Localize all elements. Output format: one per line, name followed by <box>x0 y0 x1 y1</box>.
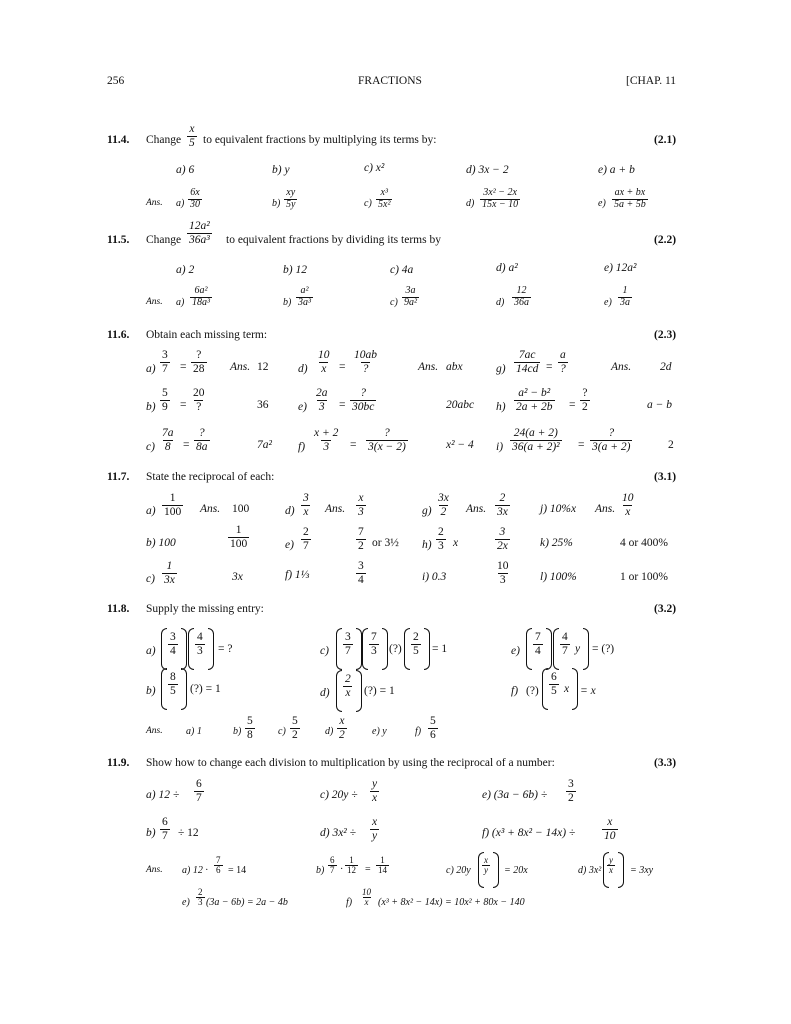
equals: = <box>339 399 346 411</box>
problem-number: 11.7. <box>107 471 130 483</box>
label-h: h) <box>496 401 506 413</box>
fraction: 6 7 <box>162 816 168 842</box>
label-e: e) <box>298 401 307 413</box>
equals: = <box>180 361 187 373</box>
left-paren <box>542 668 548 710</box>
fraction: ? 28 <box>193 349 205 375</box>
problem-text: Change <box>146 134 182 146</box>
question-a: a) 2 <box>176 264 195 276</box>
fraction: 7 4 <box>535 631 541 657</box>
answer-d: x 2 <box>339 715 345 741</box>
fraction: 2 7 <box>303 526 309 552</box>
label-d: d) <box>285 505 295 517</box>
answer-f-result: (x³ + 8x² − 14x) = 10x² + 80x − 140 <box>378 897 525 908</box>
label-e: e) <box>285 539 294 551</box>
left-paren <box>553 628 559 670</box>
missing-entry: (?) <box>526 685 539 697</box>
problem-text: to equivalent fractions by multiplying its terms by: <box>203 134 437 146</box>
answer-c: c) 20y <box>446 865 471 876</box>
variable-x: x <box>453 537 459 549</box>
dot: · <box>340 864 344 875</box>
right-paren <box>181 628 187 670</box>
label-g: g) <box>422 505 432 517</box>
answer-e: 20abc <box>446 399 475 411</box>
section-reference: (3.3) <box>654 757 677 769</box>
label-d: d) <box>298 363 308 375</box>
answer-fraction-c: 3a 9a² <box>404 285 417 308</box>
answer-b-fraction: 1 12 <box>347 855 356 876</box>
question-k: k) 25% <box>540 537 573 549</box>
answer-label: Ans. <box>146 865 163 875</box>
fraction: 24(a + 2) 36(a + 2)² <box>512 427 560 453</box>
answer-b-fraction: 1 100 <box>230 524 248 550</box>
answer-fraction-e: ax + bx 5a + 5b <box>614 187 646 210</box>
answer-i: 2 <box>668 439 674 451</box>
label-c: c) <box>320 645 329 657</box>
problem-text: State the reciprocal of each: <box>146 471 275 483</box>
answer-fraction-d: 3x² − 2x 15x − 10 <box>482 187 519 210</box>
fraction: 10 x <box>318 349 330 375</box>
answer-label: Ans. <box>595 503 616 515</box>
label-d: d) <box>320 687 330 699</box>
answer-b-fraction: 6 7 <box>330 855 335 876</box>
fraction: 7ac 14cd <box>516 349 539 375</box>
answer-a: 12 <box>257 361 269 373</box>
problem-text: to equivalent fractions by dividing its terms by <box>226 234 441 246</box>
problem-number: 11.9. <box>107 757 130 769</box>
label-f: f) <box>298 441 306 453</box>
answer-e-mixed: or 3½ <box>372 537 399 549</box>
problem-text: Obtain each missing term: <box>146 329 268 341</box>
fraction: 2 5 <box>413 631 419 657</box>
question-f: f) 1⅓ <box>285 569 310 581</box>
fraction: 5 9 <box>162 387 168 413</box>
section-reference: (2.1) <box>654 134 677 146</box>
label-h: h) <box>422 539 432 551</box>
answer-fraction-a: 6a² 18a³ <box>192 285 210 308</box>
fraction: 7 3 <box>371 631 377 657</box>
division-rest: ÷ 12 <box>178 827 199 839</box>
answer-fraction-d: 12 36a <box>514 285 529 308</box>
equals: = <box>365 864 371 875</box>
answer-label: Ans. <box>418 361 439 373</box>
fraction: ? 3(a + 2) <box>592 427 631 453</box>
answer-d: d) 3x² <box>578 865 602 876</box>
answer-label-b: b) <box>283 297 292 308</box>
question-e: e) (3a − 6b) ÷ <box>482 789 548 801</box>
label-a: a) <box>146 363 156 375</box>
fraction: 2 3 <box>438 526 444 552</box>
answer-i: 10 3 <box>497 560 509 586</box>
answer-k: 4 or 400% <box>620 537 668 549</box>
fraction: ? 2 <box>582 387 588 413</box>
variable-x: x <box>564 683 570 695</box>
answer-label: Ans. <box>230 361 251 373</box>
problem-text: Show how to change each division to multiplication by using the reciprocal of a number: <box>146 757 555 769</box>
label-b: b) <box>146 401 156 413</box>
answer-e: e) y <box>372 726 387 737</box>
left-paren <box>362 628 368 670</box>
answer-label: Ans. <box>611 361 632 373</box>
left-paren <box>161 628 167 670</box>
left-paren <box>526 628 532 670</box>
fraction: 12a² 36a³ <box>189 220 210 246</box>
answer-b: 36 <box>257 399 269 411</box>
answer-g: 2 3x <box>497 492 508 518</box>
fraction: 1 3x <box>164 560 175 586</box>
answer-c: 3x <box>232 571 243 583</box>
fraction: 6 7 <box>196 778 202 804</box>
fraction: 3 x <box>303 492 309 518</box>
answer-e: 7 2 <box>358 526 364 552</box>
answer-label-d: d) <box>466 198 475 209</box>
answer-fraction-e: 1 3a <box>620 285 630 308</box>
section-reference: (3.2) <box>654 603 677 615</box>
question-b: b) y <box>272 164 290 176</box>
label-a: a) <box>146 505 156 517</box>
equation-rest: = 1 <box>432 643 448 655</box>
fraction: 7a 8 <box>162 427 174 453</box>
answer-j: 10 x <box>622 492 634 518</box>
question-a: a) 6 <box>176 164 195 176</box>
answer-f-label: f) <box>415 726 422 737</box>
equation-rest: (?) = 1 <box>190 683 221 695</box>
answer-label: Ans. <box>146 198 163 208</box>
answer-b-label: b) <box>316 865 325 876</box>
fraction: 1 100 <box>164 492 182 518</box>
equation-rest: = (?) <box>592 643 615 655</box>
fraction: x 10 <box>604 816 616 842</box>
equals: = <box>183 439 190 451</box>
chapter-label: [CHAP. 11 <box>626 75 677 87</box>
left-paren <box>404 628 410 670</box>
left-paren <box>336 628 342 670</box>
answer-d: abx <box>446 361 463 373</box>
left-paren <box>161 668 167 710</box>
question-b: b) 12 <box>283 264 307 276</box>
problem-number: 11.6. <box>107 329 130 341</box>
right-paren <box>493 852 499 888</box>
answer-a: 100 <box>232 503 250 515</box>
fraction: 10ab ? <box>354 349 377 375</box>
page-number: 256 <box>107 75 125 87</box>
answer-e-label: e) <box>182 897 190 908</box>
answer-e-result: (3a − 6b) = 2a − 4b <box>206 897 288 908</box>
answer-label: Ans. <box>200 503 221 515</box>
fraction: 2 x <box>345 673 351 699</box>
question-i: i) 0.3 <box>422 571 447 583</box>
fraction: 3 4 <box>170 631 176 657</box>
right-paren <box>424 628 430 670</box>
right-paren <box>618 852 624 888</box>
problem-number: 11.4. <box>107 134 130 146</box>
question-f: f) (x³ + 8x² − 14x) ÷ <box>482 827 576 839</box>
answer-fraction-b: a² 3a³ <box>298 285 311 308</box>
answer-fraction-c: x³ 5x² <box>378 187 391 210</box>
answer-label-c: c) <box>390 297 398 308</box>
right-paren <box>356 670 362 712</box>
answer-a: a) 1 <box>186 726 202 737</box>
fraction: 6 5 <box>551 671 557 697</box>
answer-a-fraction: 7 6 <box>216 855 221 876</box>
label-a: a) <box>146 645 156 657</box>
answer-d-result: = 3xy <box>630 865 654 876</box>
fraction: 20 ? <box>193 387 205 413</box>
question-c: c) x² <box>364 162 385 174</box>
question-d: d) a² <box>496 262 518 274</box>
left-paren <box>336 670 342 712</box>
label-e: e) <box>511 645 520 657</box>
question-a: a) 12 ÷ <box>146 789 180 801</box>
question-c: c) 20y ÷ <box>320 789 358 801</box>
answer-d-fraction: y x <box>609 855 613 876</box>
answer-c-fraction: x y <box>484 855 488 876</box>
answer-c-result: = 20x <box>504 865 528 876</box>
fraction: 2a 3 <box>316 387 328 413</box>
answer-c-label: c) <box>278 726 286 737</box>
answer-g: 2d <box>660 361 672 373</box>
answer-c: 5 2 <box>292 715 298 741</box>
fraction: 8 5 <box>170 671 176 697</box>
answer-f-fraction: 10 x <box>362 887 371 908</box>
answer-a-result: = 14 <box>228 865 247 876</box>
answer-label-a: a) <box>176 297 185 308</box>
fraction: 3 2 <box>568 778 574 804</box>
problem-number: 11.8. <box>107 603 130 615</box>
fraction: ? 3(x − 2) <box>368 427 406 453</box>
fraction: 3 7 <box>345 631 351 657</box>
answer-fraction-a: 6x 30 <box>190 187 200 210</box>
label-f: f) <box>511 685 519 697</box>
question-b: b) 100 <box>146 537 176 549</box>
answer-label: Ans. <box>466 503 487 515</box>
answer-b: 5 8 <box>247 715 253 741</box>
fraction: 3x 2 <box>438 492 449 518</box>
question-l: l) 100% <box>540 571 577 583</box>
answer-b-fraction: 1 14 <box>378 855 387 876</box>
question-e: e) a + b <box>598 164 635 176</box>
answer-label: Ans. <box>325 503 346 515</box>
fraction: x 5 <box>189 123 195 149</box>
missing-entry: (?) <box>389 643 402 655</box>
section-reference: (3.1) <box>654 471 677 483</box>
answer-label-c: c) <box>364 198 372 209</box>
fraction: ? 8a <box>196 427 208 453</box>
answer-h: a − b <box>647 399 673 411</box>
answer-label-d: d) <box>496 297 505 308</box>
answer-f: 5 6 <box>430 715 436 741</box>
answer-l: 1 or 100% <box>620 571 668 583</box>
right-paren <box>181 668 187 710</box>
question-c: c) 4a <box>390 264 414 276</box>
answer-f: 3 4 <box>358 560 364 586</box>
label-c: c) <box>146 441 155 453</box>
fraction: a² − b² 2a + 2b <box>516 387 553 413</box>
right-paren <box>572 668 578 710</box>
fraction: 4 7 <box>562 631 568 657</box>
answer-h: 3 2x <box>497 526 508 552</box>
answer-d-label: d) <box>325 726 334 737</box>
answer-label-a: a) <box>176 198 185 209</box>
problem-text: Change <box>146 234 182 246</box>
answer-label: Ans. <box>146 726 163 736</box>
fraction: x y <box>372 816 378 842</box>
answer-d: x 3 <box>358 492 364 518</box>
equals: = <box>350 439 357 451</box>
answer-label: Ans. <box>146 297 163 307</box>
answer-a: a) 12 · <box>182 865 208 876</box>
section-reference: (2.3) <box>654 329 677 341</box>
equation-rest: = ? <box>218 643 233 655</box>
question-e: e) 12a² <box>604 262 637 274</box>
answer-f: x² − 4 <box>446 439 474 451</box>
label-b: b) <box>146 827 156 839</box>
fraction: 3 7 <box>162 349 168 375</box>
question-j: j) 10%x <box>540 503 577 515</box>
fraction: x + 2 3 <box>314 427 339 453</box>
equals: = <box>569 399 576 411</box>
question-d: d) 3x² ÷ <box>320 827 356 839</box>
equals: = <box>339 361 346 373</box>
answer-e-fraction: 2 3 <box>198 887 203 908</box>
right-paren <box>382 628 388 670</box>
equation-rest: (?) = 1 <box>364 685 395 697</box>
answer-b-label: b) <box>233 726 242 737</box>
answer-label-e: e) <box>598 198 606 209</box>
label-b: b) <box>146 685 156 697</box>
answer-c: 7a² <box>257 439 272 451</box>
fraction: a ? <box>560 349 566 375</box>
fraction: ? 30bc <box>352 387 375 413</box>
label-g: g) <box>496 363 506 375</box>
equation-rest: = x <box>580 685 596 697</box>
problem-text: Supply the missing entry: <box>146 603 264 615</box>
right-paren <box>583 628 589 670</box>
answer-f-label: f) <box>346 897 353 908</box>
answer-label-b: b) <box>272 198 281 209</box>
answer-label-e: e) <box>604 297 612 308</box>
fraction: 4 3 <box>197 631 203 657</box>
section-reference: (2.2) <box>654 234 677 246</box>
variable-y: y <box>575 643 581 655</box>
right-paren <box>546 628 552 670</box>
answer-fraction-b: xy 5y <box>286 187 296 210</box>
running-title: FRACTIONS <box>358 75 422 87</box>
equals: = <box>180 399 187 411</box>
equals: = <box>546 361 553 373</box>
problem-number: 11.5. <box>107 234 130 246</box>
left-paren <box>188 628 194 670</box>
equals: = <box>578 439 585 451</box>
right-paren <box>208 628 214 670</box>
label-i: i) <box>496 441 504 453</box>
question-d: d) 3x − 2 <box>466 164 509 176</box>
fraction: y x <box>372 778 378 804</box>
label-c: c) <box>146 573 155 585</box>
